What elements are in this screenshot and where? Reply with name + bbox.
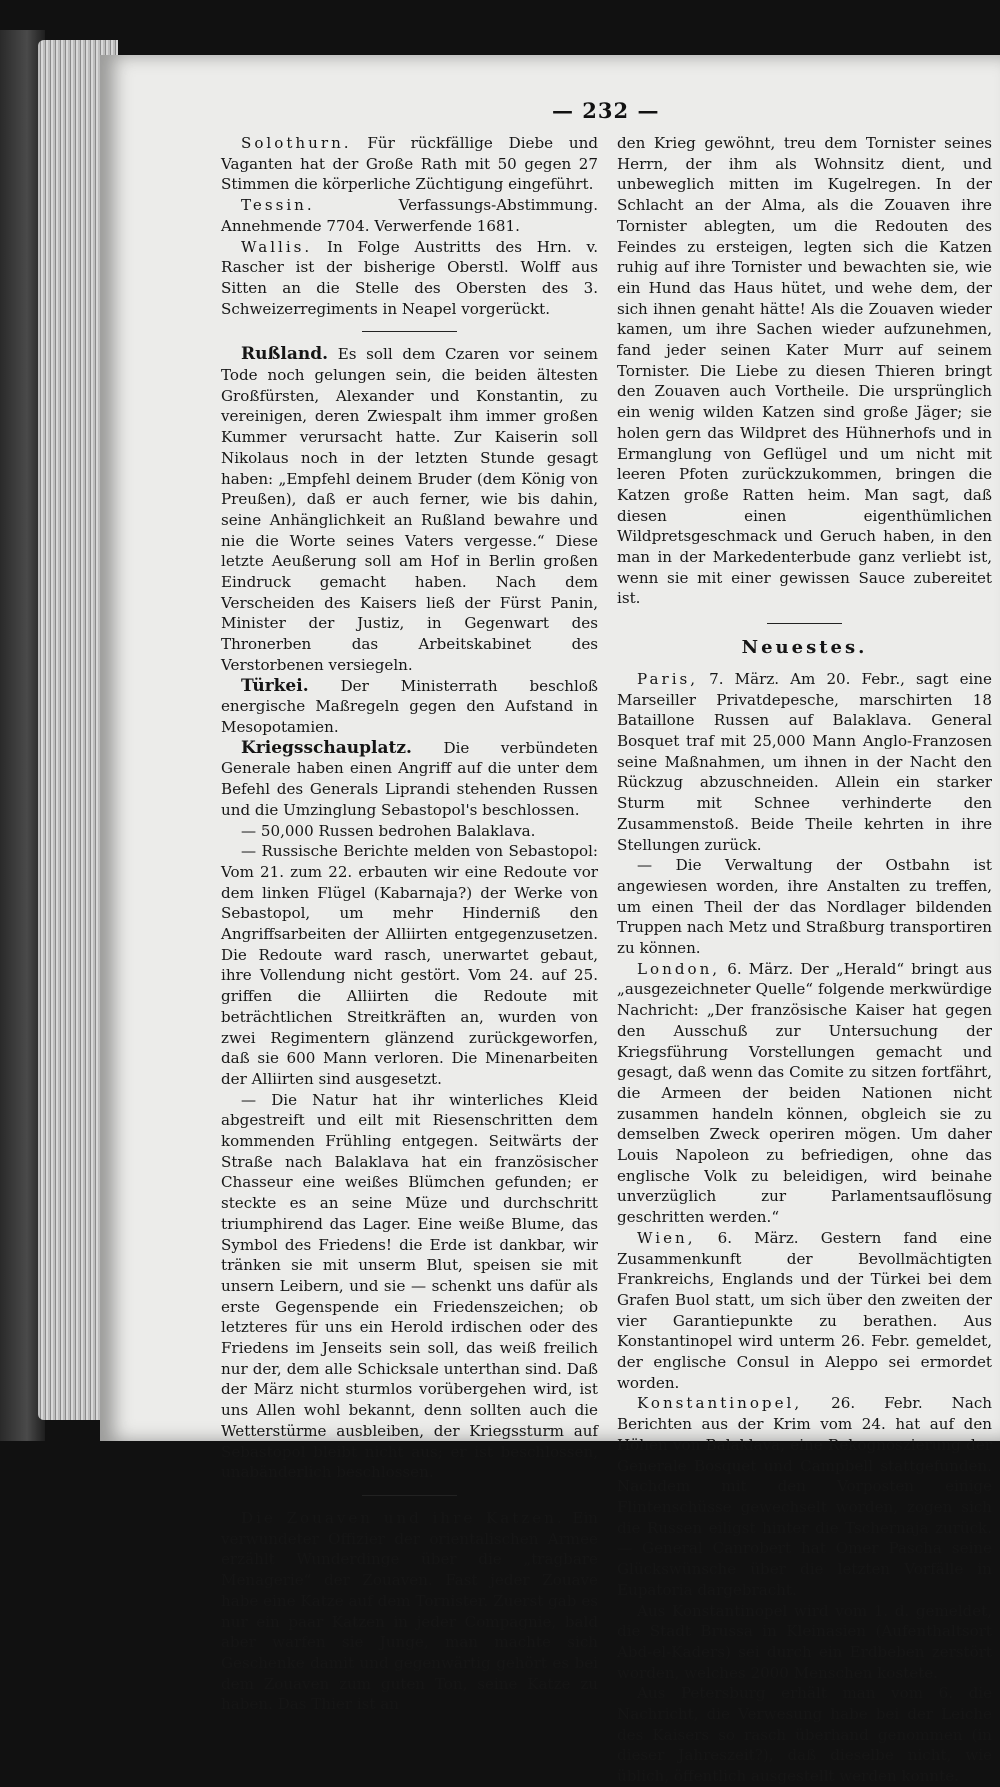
article-russland <box>221 344 598 675</box>
place-name: Paris, <box>637 669 699 688</box>
article-text: 7. März. Am 20. Febr., sagt eine Marseiller Privatdepesche, marschirten 18 Bataillone Russen auf Balaklava. General Bosquet traf mit 25,000 Mann Anglo-Franzosen seine Maßnahmen, um ihnen in der Nacht den Rückzug abzuschneiden. Allein ein starker Sturm mit Schnee verhinderte den Zusammenstoß. Beide Theile kehrten in ihre Stellungen zurück. <box>617 669 992 854</box>
article-nature: — Die Natur hat ihr winterliches Kleid abgestreift und eilt mit Riesenschritten dem kommenden Frühling entgegen. Seitwärts der Straße nach Balaklava hat ein französischer Chasseur eine weißes Blümchen gefunden; er steckte es an seine Müze und durchschritt triumphirend das Lager. Eine weiße Blume, das Symbol des Friedens! die Erde ist dankbar, wir tränken sie mit unserm Blut, speisen sie mit unsern Leibern, und sie — schenkt uns dafür als erste Gegenspende ein Friedenszeichen; ob letzteres für uns ein Herold irdischen oder des Friedens im Jenseits sein soll, das weiß freilich nur der, dem alle Schicksale unterthan sind. Daß der März nicht sturmlos vorübergehen wird, ist uns Allen wohl bekannt, denn sollten auch die Wetterstürme ausbleiben, der Kriegssturm auf Sebastopol bleibt nicht aus; er ist beschlossen, unabänderlich beschlossen. <box>221 1090 598 1482</box>
article-text: Für rückfällige Diebe und Vaganten hat der Große Rath mit 50 gegen 27 Stimmen die körperliche Züchtigung eingeführt. <box>221 134 598 194</box>
article-konstantinopel <box>617 1393 992 1600</box>
article-petersburg: Aus Petersburg erhält man vom 6. die Nachricht, die Verwesung habe bei der Leiche des Kaisers so rasch überhand genommen (in dieser Jahreszeit?), daß dieselbe nicht, wie üblich, öffentlich ausgestellt werden konnte. <box>617 1684 992 1786</box>
place-name: Wien, <box>637 1228 696 1247</box>
page-number: — 232 — <box>552 98 660 123</box>
left-column <box>221 133 598 1715</box>
place-name: Tessin. <box>241 196 315 215</box>
article-text: In Folge Austritts des Hrn. v. Rascher ist der bisherige Oberstl. Wolff aus Sitten an die Stelle des Obersten des 3. Schweizerregiments in Neapel vorgerückt. <box>221 237 598 318</box>
article-text: Die verbündeten Generale haben einen Angriff auf die unter dem Befehl des Generals Liprandi stehenden Russen und die Umzinglung Sebastopol's beschlossen. <box>221 738 598 819</box>
section-heading: Rußland. <box>241 344 329 365</box>
article-zouaven-continued: den Krieg gewöhnt, treu dem Tornister seines Herrn, der ihm als Wohnsitz dient, und unbeweglich mitten im Kugelregen. In der Schlacht an der Alma, als die Zouaven ihre Tornister ablegten, um die Redouten des Feindes zu ersteigen, legten sich die Katzen ruhig auf ihre Tornister und bewachten sie, wie ein Hund das Haus hütet, und wehe dem, der sich ihnen genaht hätte! Als die Zouaven wieder kamen, um ihre Sachen wieder aufzunehmen, fand jeder seinen Kater Murr auf seinem Tornister. Die Liebe zu diesen Thieren bringt den Zouaven auch Vortheile. Die ursprünglich ein wenig wilden Katzen sind große Jäger; sie holen gern das Wildpret des Hühnerhofs und in Ermanglung von Geflügel und um nicht mit leeren Pfoten zurückzukommen, bringen die Katzen große Ratten heim. Man sagt, daß diesen einen eigenthümlichen Wildpretsgeschmack und Geruch haben, in den man in der Markedenterbude ganz verliebt ist, wenn sie mit einer gewissen Sauce zubereitet ist. <box>617 134 992 608</box>
place-name: London, <box>637 959 721 978</box>
section-divider <box>362 1495 457 1496</box>
article-solothurn <box>221 133 598 195</box>
article-balaklava: — 50,000 Russen bedrohen Balaklava. <box>241 821 536 840</box>
article-text: Ein verwundeter Offizier der orientalischen Armee erzählt Wunderdinge über die „tragbare Menagerie“ der Zouaven. Fast jeder Zouave habe eine Katze auf dem Tornister. Zuerst gab es nur ein paar Katzen in jeder Compagnie, bald aber warfen sie Junge, man machte sich Geschenke damit und gegenwärtig gehört es bei dem Zouaven zum guten Ton, seine Katze zu haben. Das Thier ist an <box>221 1509 598 1714</box>
article-russian-reports: — Russische Berichte melden von Sebastopol: Vom 21. zum 22. erbauten wir eine Redoute vor dem linken Flügel (Kabarnaja?) der Werke von Sebastopol, um mehr Hinderniß den Angriffsarbeiten der Alliirten entgegenzusetzen. Die Redoute ward rasch, unerwartet gebaut, ihre Vollendung nicht gestört. Vom 24. auf 25. griffen die Alliirten die Redoute mit beträchtlichen Streitkräften an, wurden von zwei Regimentern glänzend zurückgeworfen, daß sie 600 Mann verloren. Die Minenarbeiten der Alliirten sind ausgesetzt. <box>221 842 598 1088</box>
article-text: 6. März. Der „Herald“ bringt aus „ausgezeichneter Quelle“ folgende merkwürdige Nachricht: „Der französische Kaiser hat gegen den Ausschuß zur Untersuchung der Kriegsführung Vorstellungen gemacht und gesagt, daß wenn das Comite zu sitzen fortfährt, die Armeen der beiden Nationen nicht zusammen handeln können, obgleich sie zu demselben Zweck operiren mögen. Um daher Louis Napoleon zu befriedigen, ohne das englische Volk zu beleidigen, wird beinahe unverzüglich zur Parlamentsauflösung geschritten werden.“ <box>617 959 992 1227</box>
article-text: 6. März. Gestern fand eine Zusammenkunft der Bevollmächtigten Frankreichs, Englands und der Türkei bei dem Grafen Buol statt, um sich über den zweiten der vier Garantiepunkte zu berathen. Aus Konstantinopel wird unterm 26. Febr. gemeldet, der englische Consul in Aleppo sei ermordet worden. <box>617 1228 992 1392</box>
section-heading: Kriegsschauplatz. <box>241 737 412 758</box>
article-tessin <box>221 195 598 236</box>
article-wien <box>617 1228 992 1394</box>
section-heading: Türkei. <box>241 675 309 696</box>
article-text: Es soll dem Czaren vor seinem Tode noch gelungen sein, die beiden ältesten Großfürsten, Alexander und Konstantin, zu vereinigen, deren Zwiespalt ihm immer großen Kummer verursacht hatte. Zur Kaiserin soll Nikolaus noch in der letzten Stunde gesagt haben: „Empfehl deinem Bruder (dem König von Preußen), daß er auch ferner, wie bis dahin, seine Anhänglichkeit an Rußland bewahre und nie die Worte seines Vaters vergesse.“ Diese letzte Aeußerung soll am Hof in Berlin großen Eindruck gemacht haben. Nach dem Verscheiden des Kaisers ließ der Fürst Panin, Minister der Justiz, in Gegenwart des Thronerben das Arbeitskabinet des Verstorbenen versiegeln. <box>221 345 598 674</box>
right-column <box>617 133 992 1787</box>
section-heading-neuestes: Neuestes. <box>741 637 868 659</box>
article-text: Verfassungs-Abstimmung. Annehmende 7704. Verwerfende 1681. <box>221 196 598 235</box>
article-paris <box>617 669 992 855</box>
section-divider <box>362 331 457 332</box>
article-title: Die Zouaven und ihre Katzen. <box>241 1509 565 1527</box>
article-wallis <box>221 237 598 320</box>
article-kriegsschauplatz <box>221 738 598 821</box>
section-divider <box>767 623 842 624</box>
place-name: Konstantinopel, <box>637 1394 803 1413</box>
article-brussa: Aus Konstantinopel wird vom 1. d. gemeldet, die Stadt Brussa in Kleinasien (Aufenthaltsort Abd-el-Kaders) sei durch ein Erdbeben zerstört worden, welches 2000 Menschen kostete. <box>617 1601 992 1682</box>
article-zouaven <box>221 1508 598 1715</box>
article-text: 26. Febr. Nach Berichten aus der Krim vom 24. hat auf den Höhen von Balaklava, eine Rekognoszierung der Generale Bosquet und Campbell stattgefunden. Nachdem mit den Vorposten einige Flintenschüsse gewechselt worden, zogen sich die Russen eiligst hinter die Tschernaja zurück. — General Canrobert hat Omer Pascha seine Glückswünsche über die letzten Vorfälle in Eupatoria dargebracht. <box>617 1394 992 1599</box>
place-name: Wallis. <box>241 237 313 256</box>
article-tuerkei <box>221 676 598 738</box>
article-london <box>617 959 992 1228</box>
article-ostbahn: — Die Verwaltung der Ostbahn ist angewiesen worden, ihre Anstalten zu treffen, um einen Theil der das Nordlager bildenden Truppen nach Metz und Straßburg transportiren zu können. <box>617 856 992 958</box>
article-text: Der Ministerrath beschloß energische Maßregeln gegen den Aufstand in Mesopotamien. <box>221 676 598 736</box>
place-name: Solothurn. <box>241 134 352 152</box>
